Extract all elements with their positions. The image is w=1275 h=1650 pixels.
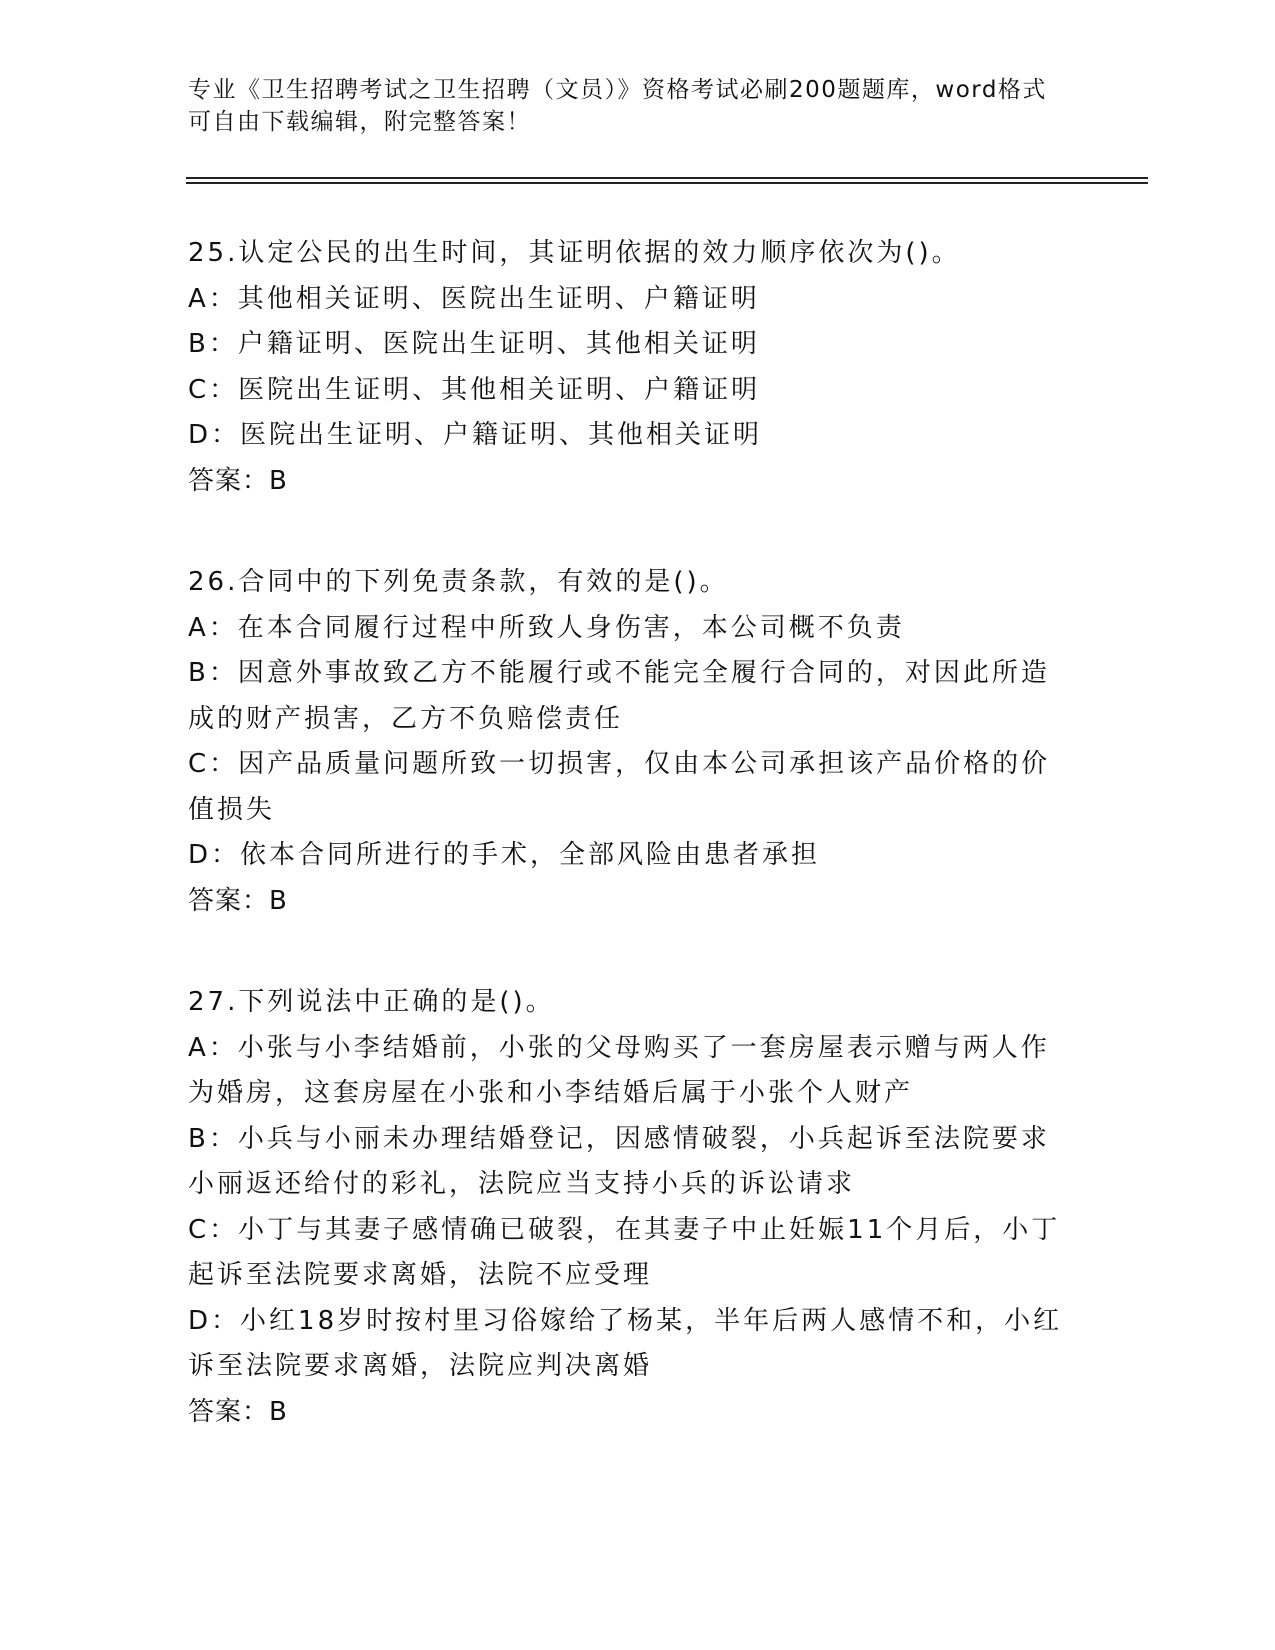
option-d: D：医院出生证明、户籍证明、其他相关证明 (188, 420, 763, 450)
question-25 (188, 231, 1068, 504)
answer-line (188, 879, 1068, 925)
option-c: C：小丁与其妻子感情确已破裂，在其妻子中止妊娠11个月后，小丁起诉至法院要求离婚，法院不应受理 (188, 1214, 1061, 1290)
question-stem: 25.认定公民的出生时间，其证明依据的效力顺序依次为()。 (188, 238, 961, 268)
answer-value: B (269, 465, 288, 496)
header-line-1: 专业《卫生招聘考试之卫生招聘（文员）》资格考试必刷200题题库，word格式 (188, 77, 1047, 103)
question-list (188, 231, 1068, 1491)
option-a: A：小张与小李结婚前，小张的父母购买了一套房屋表示赠与两人作为婚房，这套房屋在小张和小李结婚后属于小张个人财产 (188, 1032, 1050, 1108)
answer-value: B (269, 885, 288, 916)
question-27 (188, 980, 1068, 1435)
option-a: A：其他相关证明、医院出生证明、户籍证明 (188, 283, 760, 314)
question-stem: 27.下列说法中正确的是()。 (188, 987, 555, 1017)
header-divider-top (186, 177, 1148, 179)
document-header (188, 74, 1068, 138)
answer-line (188, 459, 1068, 505)
answer-value: B (269, 1396, 288, 1427)
answer-label: 答案： (188, 465, 270, 496)
question-26 (188, 560, 1068, 924)
answer-line (188, 1390, 1068, 1436)
answer-label: 答案： (188, 885, 270, 916)
header-line-2: 可自由下载编辑，附完整答案！ (188, 109, 531, 135)
option-b: B：因意外事故致乙方不能履行或不能完全履行合同的，对因此所造成的财产损害，乙方不负赔偿责任 (188, 658, 1050, 734)
option-c: C：医院出生证明、其他相关证明、户籍证明 (188, 374, 761, 405)
option-c: C：因产品质量问题所致一切损害，仅由本公司承担该产品价格的价值损失 (188, 749, 1051, 825)
option-d: D：依本合同所进行的手术，全部风险由患者承担 (188, 840, 821, 870)
answer-label: 答案： (188, 1396, 270, 1427)
option-b: B：小兵与小丽未办理结婚登记，因感情破裂，小兵起诉至法院要求小丽返还给付的彩礼，法院应当支持小兵的诉讼请求 (188, 1123, 1050, 1199)
header-divider-bottom (186, 182, 1148, 184)
option-d: D：小红18岁时按村里习俗嫁给了杨某，半年后两人感情不和，小红诉至法院要求离婚，法院应判决离婚 (188, 1305, 1063, 1381)
option-a: A：在本合同履行过程中所致人身伤害，本公司概不负责 (188, 612, 905, 643)
question-stem: 26.合同中的下列免责条款，有效的是()。 (188, 567, 729, 597)
option-b: B：户籍证明、医院出生证明、其他相关证明 (188, 329, 760, 359)
